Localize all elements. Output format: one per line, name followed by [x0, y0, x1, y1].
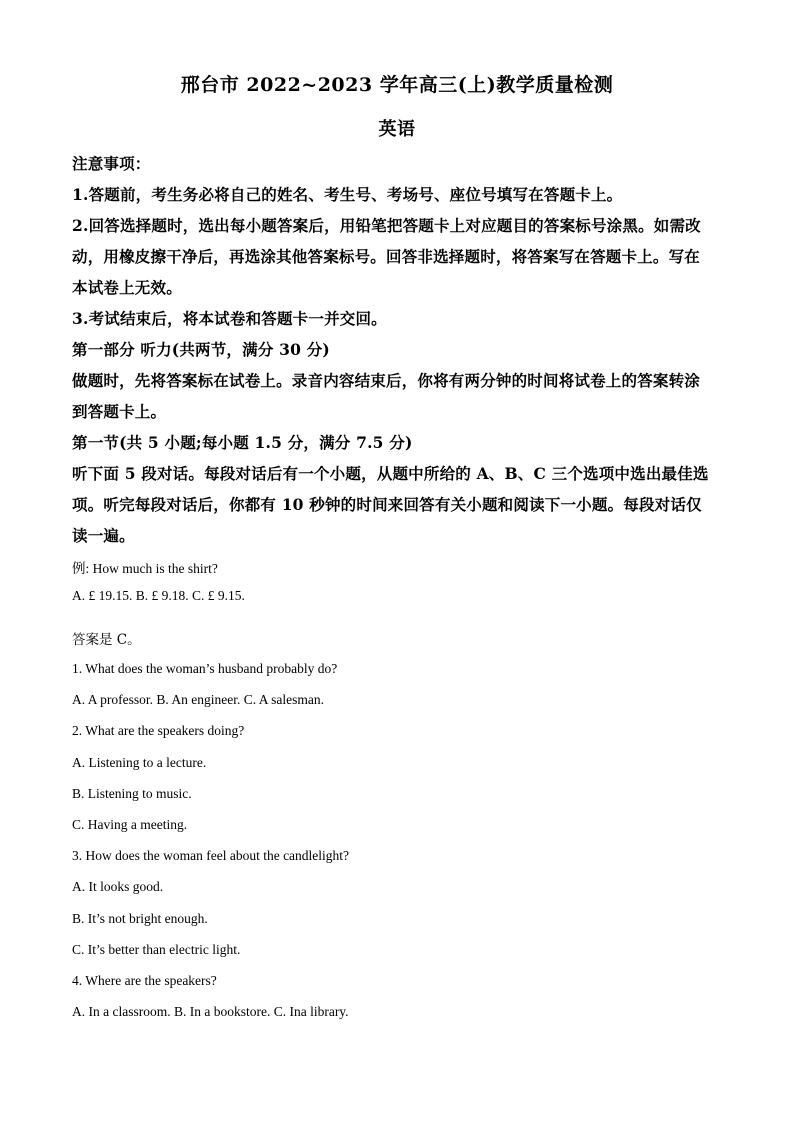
- section1-intro-line-1: 听下面 5 段对话。每段对话后有一个小题，从题中所给的 A、B、C 三个选项中选出最佳选: [72, 464, 709, 483]
- section1-intro-line-2: 项。听完每段对话后，你都有 10 秒钟的时间来回答有关小题和阅读下一小题。每段对话仅: [72, 495, 702, 514]
- question-1-options: A. A professor. B. An engineer. C. A salesman.: [72, 692, 324, 707]
- question-3-option-c: C. It’s better than electric light.: [72, 942, 241, 957]
- question-4: 4. Where are the speakers?: [72, 973, 217, 988]
- part1-intro-line-1: 做题时，先将答案标在试卷上。录音内容结束后，你将有两分钟的时间将试卷上的答案转涂: [72, 371, 701, 390]
- question-4-options: A. In a classroom. B. In a bookstore. C. Ina library.: [72, 1004, 349, 1019]
- part1-heading: 第一部分 听力(共两节，满分 30 分): [72, 340, 330, 359]
- notice-item-1: 1.答题前，考生务必将自己的姓名、考生号、考场号、座位号填写在答题卡上。: [72, 185, 623, 204]
- question-2: 2. What are the speakers doing?: [72, 723, 245, 738]
- section1-intro-line-3: 读一遍。: [72, 526, 135, 545]
- notice-item-2-line-3: 本试卷上无效。: [72, 278, 182, 297]
- notice-item-3: 3.考试结束后，将本试卷和答题卡一并交回。: [72, 309, 387, 328]
- notice-heading: 注意事项：: [72, 154, 151, 173]
- question-1: 1. What does the woman’s husband probably do?: [72, 661, 338, 676]
- example-question: 例: How much is the shirt?: [72, 561, 218, 576]
- part1-intro-line-2: 到答题卡上。: [72, 402, 167, 421]
- section1-heading: 第一节(共 5 小题;每小题 1.5 分，满分 7.5 分): [72, 433, 413, 452]
- notice-item-2-line-1: 2.回答选择题时，选出每小题答案后，用铅笔把答题卡上对应题目的答案标号涂黑。如需改: [72, 216, 701, 235]
- question-3: 3. How does the woman feel about the candlelight?: [72, 848, 350, 863]
- notice-item-2-line-2: 动，用橡皮擦干净后，再选涂其他答案标号。回答非选择题时，将答案写在答题卡上。写在: [72, 247, 701, 266]
- example-answer: 答案是 C。: [72, 632, 141, 648]
- exam-title: 邢台市 2022~2023 学年高三(上)教学质量检测: [180, 74, 614, 96]
- question-2-option-b: B. Listening to music.: [72, 786, 192, 801]
- question-2-option-c: C. Having a meeting.: [72, 817, 188, 832]
- question-2-option-a: A. Listening to a lecture.: [72, 755, 207, 770]
- question-3-option-b: B. It’s not bright enough.: [72, 911, 208, 926]
- example-options: A. £ 19.15. B. £ 9.18. C. £ 9.15.: [72, 588, 245, 603]
- question-3-option-a: A. It looks good.: [72, 879, 164, 894]
- subject-title: 英语: [378, 119, 416, 140]
